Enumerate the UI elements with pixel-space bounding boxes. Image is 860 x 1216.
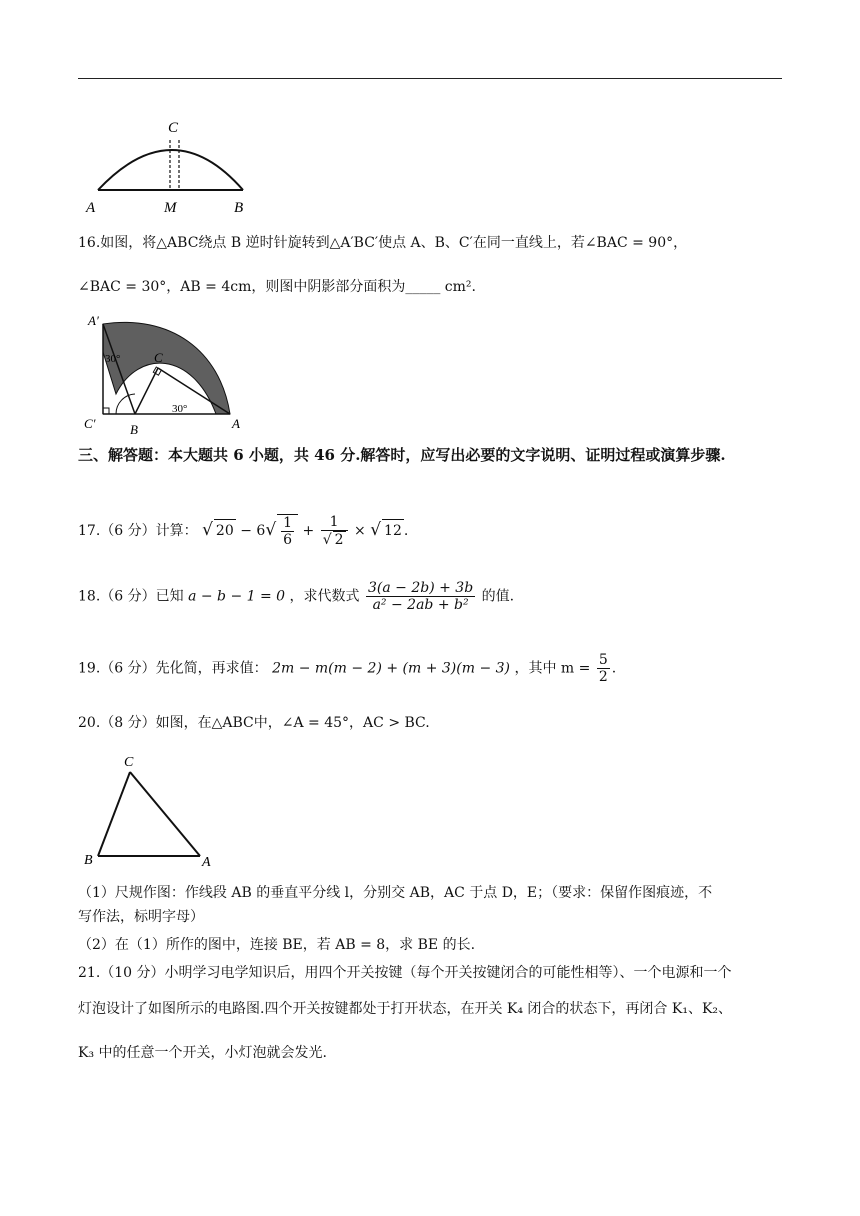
q17-radicand-3: 12 — [382, 519, 404, 542]
q17-prefix: 17.（6 分）计算： — [78, 523, 198, 539]
q19-prefix: 19.（6 分）先化简，再求值： — [78, 660, 268, 677]
arch-label-b: B — [234, 200, 244, 216]
tri-label-c: C — [124, 755, 134, 770]
arch-figure — [80, 112, 260, 216]
tri-label-a: A — [202, 855, 211, 870]
q19-frac-den: 2 — [598, 669, 608, 685]
q18-mid: ，求代数式 — [289, 588, 360, 605]
rot-label-c: C — [154, 350, 163, 365]
rot-angle-2: 30° — [172, 403, 188, 415]
triangle-figure — [80, 750, 230, 874]
q17-radicand-1: 20 — [214, 519, 236, 542]
q16-line2: ∠BAC = 30°，AB = 4cm，则图中阴影部分面积为_____ cm². — [78, 279, 476, 295]
q17-f1-num: 1 — [283, 515, 293, 531]
q18-num: 3(a − 2b) + 3b — [368, 580, 474, 596]
q18-suffix: 的值. — [481, 588, 515, 605]
q19-expr: 2m − m(m − 2) + (m + 3)(m − 3) — [272, 660, 511, 677]
q19-frac-num: 5 — [598, 652, 608, 668]
arch-label-a: A — [86, 200, 96, 216]
tri-label-b: B — [84, 853, 93, 868]
q18 — [78, 580, 514, 613]
rot-label-a: A — [232, 416, 240, 431]
q17-f1-den: 6 — [283, 532, 293, 548]
q18-prefix: 18.（6 分）已知 — [78, 588, 184, 605]
q19-mid: ，其中 m = — [514, 660, 591, 677]
q20-sub1-line2: 写作法，标明字母） — [78, 909, 204, 925]
q21-line1: 21.（10 分）小明学习电学知识后，用四个开关按键（每个开关按键闭合的可能性相等）、一个电源和一个 — [78, 965, 732, 981]
section-3-heading: 三、解答题：本大题共 6 小题，共 46 分.解答时，应写出必要的文字说明、证明过程或演算步骤. — [78, 446, 726, 464]
q17-coef: 6 — [256, 523, 266, 539]
rot-label-b: B — [130, 422, 138, 437]
rot-angle-1: 30° — [105, 353, 121, 365]
q17-f2-num: 1 — [321, 514, 348, 531]
q19 — [78, 652, 616, 685]
q21-line2: 灯泡设计了如图所示的电路图.四个开关按键都处于打开状态，在开关 K₄ 闭合的状态下，再闭合 K₁、K₂、 — [78, 1001, 733, 1017]
q20-line: 20.（8 分）如图，在△ABC中，∠A = 45°，AC > BC. — [78, 715, 430, 731]
q18-den: a² − 2ab + b² — [372, 597, 469, 613]
arch-label-c: C — [168, 120, 179, 136]
arch-label-m: M — [164, 200, 177, 216]
q20-sub1-line1: （1）尺规作图：作线段 AB 的垂直平分线 l，分别交 AB，AC 于点 D，E；（要求：保留作图痕迹，不 — [78, 885, 713, 901]
q18-cond: a − b − 1 = 0 — [188, 588, 286, 605]
q17: 17.（6 分）计算： √ 20 − 6√ $\frac{1}{6}$ + $\frac{1}{√ 2}$ × √ 12 . — [78, 514, 409, 548]
q21-line3: K₃ 中的任意一个开关，小灯泡就会发光. — [78, 1045, 327, 1061]
rot-label-a1: A′ — [88, 313, 99, 328]
q19-end: . — [611, 660, 617, 677]
rot-label-c1: C′ — [84, 416, 96, 431]
q16-line1: 16.如图，将△ABC绕点 B 逆时针旋转到△A′BC′使点 A、B、C′在同一直线上，若∠BAC = 90°， — [78, 235, 688, 251]
header-rule — [78, 78, 782, 79]
rotation-figure — [80, 310, 250, 440]
q20-sub2: （2）在（1）所作的图中，连接 BE，若 AB = 8，求 BE 的长. — [78, 937, 476, 953]
q17-f2-den: 2 — [334, 532, 344, 548]
